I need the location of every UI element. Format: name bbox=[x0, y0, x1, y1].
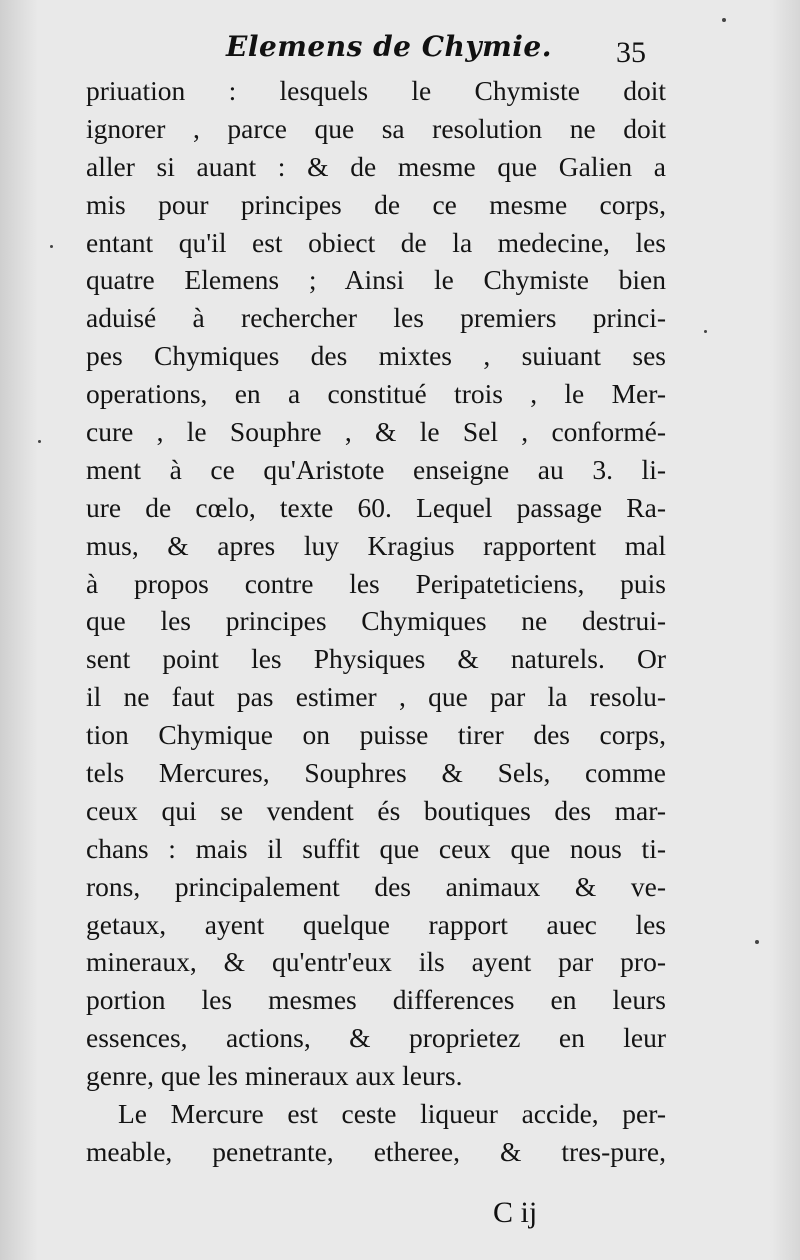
text-line: chans : mais il suffit que ceux que nous ti- bbox=[86, 832, 666, 864]
page-gutter-shadow bbox=[0, 0, 38, 1260]
text-line: il ne faut pas estimer , que par la resolu- bbox=[86, 681, 666, 713]
ink-speck bbox=[704, 330, 707, 333]
text-line: aduisé à rechercher les premiers princi- bbox=[86, 302, 666, 334]
text-line: operations, en a constitué trois , le Mer- bbox=[86, 378, 666, 410]
signature-mark: C ij bbox=[493, 1196, 538, 1229]
text-line: portion les mesmes differences en leurs bbox=[86, 984, 666, 1016]
text-line: cure , le Souphre , & le Sel , conformé- bbox=[86, 416, 666, 448]
text-line: sent point les Physiques & naturels. Or bbox=[86, 643, 666, 675]
ink-speck bbox=[50, 245, 53, 248]
text-line: ure de cœlo, texte 60. Lequel passage Ra- bbox=[86, 491, 666, 523]
ink-speck bbox=[755, 940, 759, 944]
text-line: rons, principalement des animaux & ve- bbox=[86, 870, 666, 902]
text-line: tion Chymique on puisse tirer des corps, bbox=[86, 719, 666, 751]
page-edge-shadow bbox=[770, 0, 800, 1260]
text-line: à propos contre les Peripateticiens, puis bbox=[86, 567, 666, 599]
text-line: aller si auant : & de mesme que Galien a bbox=[86, 150, 666, 182]
text-line-paragraph-end: genre, que les mineraux aux leurs. bbox=[86, 1060, 463, 1092]
body-text bbox=[86, 72, 666, 1171]
running-title: Elemens de Chymie. bbox=[226, 30, 552, 63]
ink-speck bbox=[38, 440, 41, 443]
text-line: meable, penetrante, etheree, & tres-pure, bbox=[86, 1135, 666, 1167]
text-line: mus, & apres luy Kragius rapportent mal bbox=[86, 529, 666, 561]
page-number: 35 bbox=[616, 36, 646, 69]
text-line: que les principes Chymiques ne destrui- bbox=[86, 605, 666, 637]
text-line: entant qu'il est obiect de la medecine, les bbox=[86, 226, 666, 258]
text-line: essences, actions, & proprietez en leur bbox=[86, 1022, 666, 1054]
text-line: getaux, ayent quelque rapport auec les bbox=[86, 908, 666, 940]
text-line: mis pour principes de ce mesme corps, bbox=[86, 188, 666, 220]
text-line: ignorer , parce que sa resolution ne doit bbox=[86, 112, 666, 144]
text-line-paragraph-start: Le Mercure est ceste liqueur accide, per- bbox=[118, 1098, 666, 1130]
ink-speck bbox=[722, 18, 726, 22]
text-line: ceux qui se vendent és boutiques des mar- bbox=[86, 794, 666, 826]
text-line: quatre Elemens ; Ainsi le Chymiste bien bbox=[86, 264, 666, 296]
text-line: mineraux, & qu'entr'eux ils ayent par pro- bbox=[86, 946, 666, 978]
text-line: tels Mercures, Souphres & Sels, comme bbox=[86, 757, 666, 789]
text-line: priuation : lesquels le Chymiste doit bbox=[86, 75, 666, 106]
text-line: ment à ce qu'Aristote enseigne au 3. li- bbox=[86, 453, 666, 485]
text-line: pes Chymiques des mixtes , suiuant ses bbox=[86, 340, 666, 372]
